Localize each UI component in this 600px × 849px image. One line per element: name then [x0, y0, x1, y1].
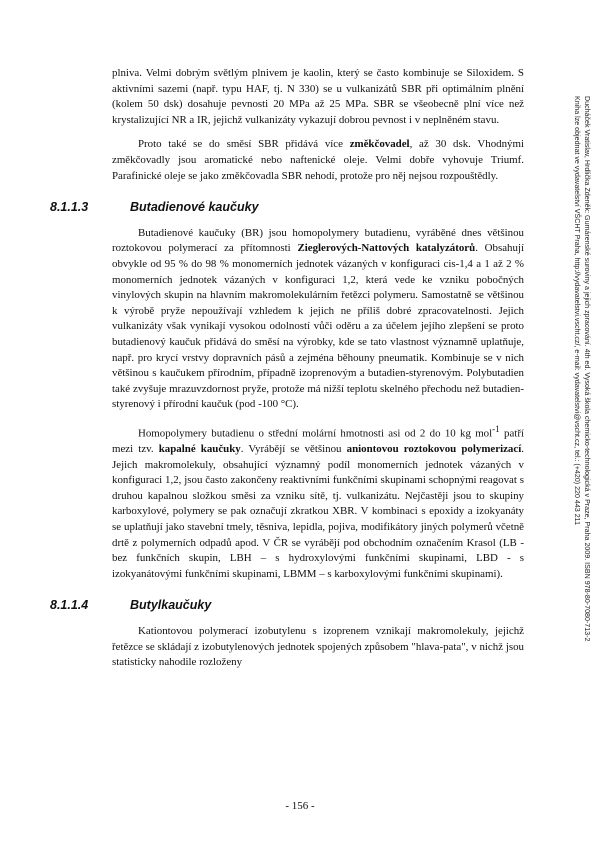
- bold-term: Zieglerových-Nattových katalyzátorů: [297, 242, 476, 255]
- section-number: 8.1.1.3: [50, 200, 89, 215]
- bold-term: aniontovou roztokovou polymerizací: [346, 443, 522, 456]
- section-heading-butyl: [50, 598, 524, 614]
- section-title: Butylkaučuky: [130, 598, 212, 613]
- text-run: , až 30 dsk. Vhodnými změkčovadly jsou aromatické nebo naftenické oleje. Velmi dobře vyhovuje Triumf. Parafinické oleje se jako změkčovadla SBR nehodí, protože pro něj nejsou rozpouštědly.: [112, 138, 524, 182]
- text-run: Proto také se do směsí SBR přidává více: [138, 138, 350, 151]
- text-run: . Obsahují obvykle od 95 % do 98 % monomerních jednotek vázaných v konfiguraci cis-1,4 a 1 až 2 % monomerních jednotek vázaných v konfiguraci 1,2, která vede ke vzniku pobočných vinylových skupin na hlavním makromolekulárním řetězci polymeru. Samostatně se většinou k výrobě pryže nepoužívají vzhledem k jejich ne příliš dobré zpracovatelnosti. Jejich vulkanizáty však vynikají vysokou odolností vůči oděru a za účelem jejího zlepšení se proto butadienový kaučuk přidává do směsí na výrobky, kde se tato vlastnost významně uplatňuje, např. pro krycí vrstvy dopravních pásů a zejména běhouny pneumatik. Kombinuje se v nich většinou s kaučukem přírodním, případně izoprenovým a butadien-styrenovým. Polybutadien také zvyšuje mrazuvzdornost pryže, protože má nižší teplotu skelného přechodu než butadien-styrenový i přírodní kaučuk (pod -100 °C).: [112, 242, 524, 411]
- body-text: [50, 66, 524, 671]
- bold-term: změkčovadel: [349, 138, 410, 151]
- paragraph-butadiene: [112, 226, 524, 413]
- section-title: Butadienové kaučuky: [130, 200, 259, 215]
- text-run: Homopolymery butadienu o střední molární hmotnosti asi od 2 do 10 kg mol: [138, 427, 493, 440]
- page-number: - 156 -: [285, 800, 315, 812]
- paragraph-plasticizers: [112, 137, 524, 184]
- paragraph-butyl: Kationtovou polymerací izobutylenu s izoprenem vznikají makromolekuly, jejichž řetězce se skládají z izobutylenových jednotek spojených způsobem "hlava-pata", v nichž jsou statisticky nahodile rozloženy: [112, 625, 524, 669]
- section-heading-butadiene: [50, 200, 524, 216]
- text-run: . Jejich makromolekuly, obsahující významný podíl monomerních jednotek vázaných v konfiguraci 1,2, jsou často zakončeny reaktivními funkčními skupinami schopnými reagovat s druhou kapalnou složkou směsi za vzniku sítě, tj. vulkanizátu. Nejčastěji jsou to skupiny karboxylové, polymery se pak označují zkratkou XBR. V kombinaci s epoxidy a izokyanáty se uplatňují jako stavební tmely, těsniva, lepidla, pojiva, modifikátory jiných polymerů včetně drtě z polymerních odpadů apod. V ČR se vyrábějí pod obchodním označením Krasol (LB - bez funkčních skupin, LBH – s hydroxylovými funkčními skupinami, LBD - s izokyanátovými funkčními skupinami, LBMM – s karboxylovými funkčními skupinami).: [112, 443, 524, 580]
- text-run: . Vyrábějí se většinou: [240, 443, 347, 456]
- sidenote-line: Kniha lze objednat ve vydavatelství VŠCHT Praha, http://vydavatelstvi.vscht.cz/, e-mail: vydavatelstvi@vscht.cz, tel.: (+420) 220 443 211: [573, 96, 581, 526]
- superscript: -1: [492, 423, 500, 434]
- text-run: patří mezi tzv.: [112, 427, 524, 456]
- copyright-sidenote: [554, 96, 592, 816]
- sidenote-line: Ducháček Vratislav, Hrdlička Zdeněk: Gumárenské suroviny a jejich zpracování. 4th ed. Vysoká škola chemicko-technologická v Praze, Praha 2009. ISBN 978-80-7080-713-2: [583, 96, 591, 642]
- section-number: 8.1.1.4: [50, 598, 89, 613]
- bold-term: kapalné kaučuky: [158, 443, 241, 456]
- paragraph-fillers: plniva. Velmi dobrým světlým plnivem je kaolin, který se často kombinuje se Siloxidem. S aktivními sazemi (např. typu HAF, tj. N 330) se u vulkanizátů SBR při optimálním plnění (kolem 50 dsk) dosahuje pevnosti 20 MPa až 25 MPa. SBR se všeobecně plní více než krystalizující NR a IR, jejichž vulkanizáty vykazují dobrou pevnost i v neplněném stavu.: [112, 67, 524, 126]
- text-run: Butadienové kaučuky (BR) jsou homopolymery butadienu, vyráběné dnes většinou roztokovou polymerací za přítomnosti: [112, 226, 524, 255]
- paragraph-liquid-rubbers: [112, 422, 524, 583]
